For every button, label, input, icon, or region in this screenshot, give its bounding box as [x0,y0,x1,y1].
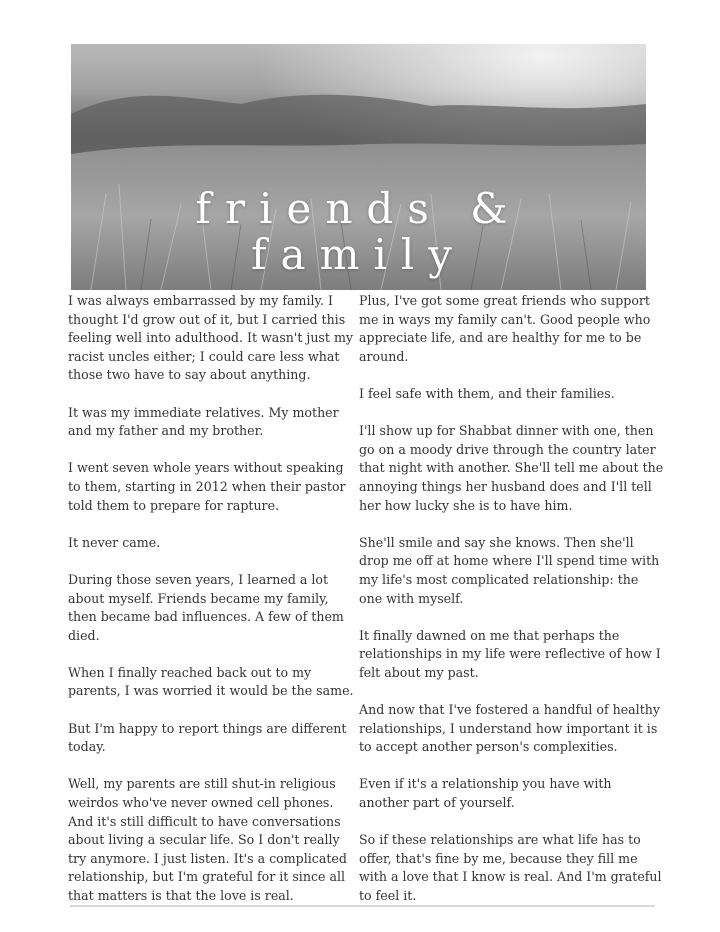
paragraph: It never came. [68,534,161,550]
paragraph: And now that I've fostered a handful of healthy relationships, I understand how important it is to accept another person's complexities. [359,702,660,755]
paragraph: When I finally reached back out to my parents, I was worried it would be the same. [68,664,354,699]
paragraph: Plus, I've got some great friends who support me in ways my family can't. Good people who appreciate life, and are healthy for me to be around. [359,293,651,364]
paragraph: I was always embarrassed by my family. I thought I'd grow out of it, but I carried this feeling well into adulthood. It wasn't just my racist uncles either; I could care less what those two have to say about anything. [68,293,354,383]
paragraph: I'll show up for Shabbat dinner with one, then go on a moody drive through the country later that night with another. She'll tell me about the annoying things her husband does and I'll tell her how lucky she is to have him. [359,423,664,513]
paragraph: It was my immediate relatives. My mother and my father and my brother. [68,404,339,439]
paragraph: During those seven years, I learned a lot about myself. Friends became my family, then became bad influences. A few of them died. [68,571,344,643]
hero-title [71,186,646,278]
paragraph: I went seven whole years without speaking to them, starting in 2012 when their pastor told them to prepare for rapture. [68,460,346,513]
paragraph: She'll smile and say she knows. Then she'll drop me off at home where I'll spend time with my life's most complicated relationship: the one with myself. [359,534,660,606]
paragraph: It finally dawned on me that perhaps the relationships in my life were reflective of how I felt about my past. [359,627,661,680]
hero-image [71,44,646,290]
paragraph: I feel safe with them, and their families. [359,385,615,401]
footer-divider [70,905,655,907]
hero-title-line2: family [250,230,466,279]
hero-title-line1: friends & [195,184,522,233]
article-column-left [68,292,358,924]
paragraph: Even if it's a relationship you have with another part of yourself. [359,776,612,811]
paragraph: But I'm happy to report things are different today. [68,720,347,755]
paragraph: So if these relationships are what life has to offer, that's fine by me, because they fill me with a love that I know is real. And I'm grateful to feel it. [359,832,662,903]
article-column-right [359,292,665,924]
paragraph: Well, my parents are still shut-in religious weirdos who've never owned cell phones. And it's still difficult to have conversations about living a secular life. So I don't really try anymore. I just listen. It's a complicated relationship, but I'm grateful for it since all that matters is that the love is real. [68,776,347,903]
